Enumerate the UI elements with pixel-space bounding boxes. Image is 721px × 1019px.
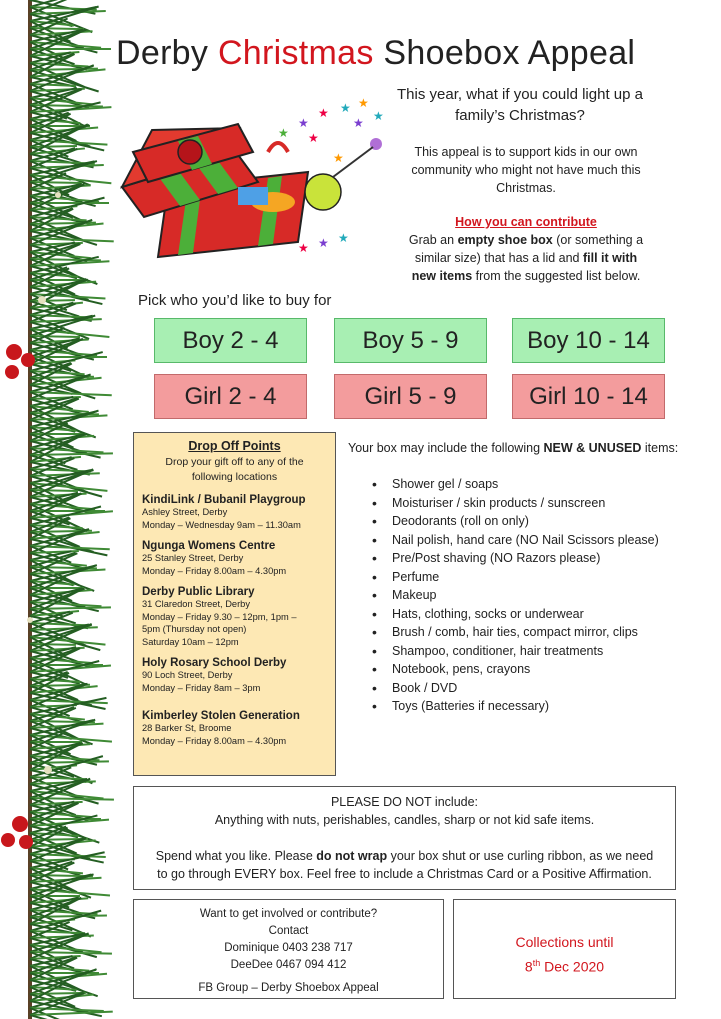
boy-2-4-button[interactable]: Boy 2 - 4: [154, 318, 307, 363]
svg-text:★: ★: [333, 151, 344, 165]
boy-5-9-button[interactable]: Boy 5 - 9: [334, 318, 487, 363]
list-item: • Pre/Post shaving (NO Razors please): [372, 549, 659, 568]
list-item: • Shampoo, conditioner, hair treatments: [372, 642, 659, 661]
svg-text:★: ★: [298, 116, 309, 130]
appeal-description: This appeal is to support kids in our own community who might not have much this Christmas.: [411, 145, 641, 195]
location-item: Ngunga Womens Centre 25 Stanley Street, Derby Monday – Friday 8.00am – 4.30pm: [142, 540, 287, 576]
svg-text:★: ★: [358, 96, 369, 110]
do-not-include-note: PLEASE DO NOT include: Anything with nuts, perishables, candles, sharp or not kid safe items. Spend what you like. Please do not wrap your box shut or use curling ribbon, as we need to go through EVERY box. Feel free to include a Christmas Card or a Positive Affirmation.: [133, 786, 676, 890]
list-item: • Brush / comb, hair ties, compact mirror, clips: [372, 623, 659, 642]
svg-text:★: ★: [278, 126, 289, 140]
gift-box-illustration: [118, 92, 390, 270]
list-item: • Moisturiser / skin products / sunscreen: [372, 494, 659, 513]
contribute-heading: How you can contribute: [455, 215, 597, 229]
svg-text:★: ★: [373, 109, 384, 123]
girl-2-4-button[interactable]: Girl 2 - 4: [154, 374, 307, 419]
list-item: • Nail polish, hand care (NO Nail Scissors please): [372, 531, 659, 550]
svg-text:★: ★: [318, 236, 329, 250]
list-item: • Deodorants (roll on only): [372, 512, 659, 531]
intro-text: This year, what if you could light up a family’s Christmas?: [397, 86, 643, 124]
page-title: Derby Christmas Shoebox Appeal: [116, 34, 636, 72]
collections-box: Collections until 8th Dec 2020: [453, 899, 676, 999]
svg-text:★: ★: [353, 116, 364, 130]
girl-5-9-button[interactable]: Girl 5 - 9: [334, 374, 487, 419]
girl-10-14-button[interactable]: Girl 10 - 14: [512, 374, 665, 419]
list-item: • Makeup: [372, 586, 659, 605]
svg-text:★: ★: [338, 231, 349, 245]
pick-label: Pick who you’d like to buy for: [138, 292, 332, 309]
svg-text:★: ★: [340, 101, 351, 115]
list-item: • Book / DVD: [372, 679, 659, 698]
list-item: • Hats, clothing, socks or underwear: [372, 605, 659, 624]
location-item: KindiLink / Bubanil Playgroup Ashley Street, Derby Monday – Wednesday 9am – 11.30am: [142, 494, 306, 530]
svg-text:★: ★: [298, 241, 309, 255]
contact-box: Want to get involved or contribute? Contact Dominique 0403 238 717 DeeDee 0467 094 412 FB Group – Derby Shoebox Appeal: [133, 899, 444, 999]
drop-off-heading: Drop Off Points: [188, 439, 281, 453]
items-list: [372, 475, 659, 716]
drop-off-points: Drop Off Points Drop your gift off to any of the following locations KindiLink / Bubanil Playgroup Ashley Street, Derby Monday – Wednesday 9am – 11.30am Ngunga Womens Centre 25 Stanley Street, Derby Monday – Friday 8.00am – 4.30pm Derby Public Library 31 Claredon Street, Derby Monday – Friday 9.30 – 12pm, 1pm – 5pm (Thursday not open) Saturday 10am – 12pm Holy Rosary School Derby 90 Loch Street, Derby Monday – Friday 8am – 3pm Kimberley Stolen Generation 28 Barker St, Broome Monday – Friday 8.00am – 4.30pm: [133, 432, 336, 776]
contribute-section: How you can contribute Grab an empty shoe box (or something a similar size) that has a lid and fill it with new items from the suggested list below.: [392, 213, 660, 285]
location-item: Derby Public Library 31 Claredon Street, Derby Monday – Friday 9.30 – 12pm, 1pm – 5pm (Thursday not open) Saturday 10am – 12pm: [142, 586, 297, 647]
items-heading: Your box may include the following NEW & UNUSED items:: [348, 441, 679, 455]
list-item: • Notebook, pens, crayons: [372, 660, 659, 679]
list-item: • Toys (Batteries if necessary): [372, 697, 659, 716]
location-item: Kimberley Stolen Generation 28 Barker St, Broome Monday – Friday 8.00am – 4.30pm: [142, 710, 300, 746]
list-item: • Shower gel / soaps: [372, 475, 659, 494]
location-item: Holy Rosary School Derby 90 Loch Street, Derby Monday – Friday 8am – 3pm: [142, 657, 287, 693]
svg-text:★: ★: [318, 106, 329, 120]
svg-text:★: ★: [308, 131, 319, 145]
boy-10-14-button[interactable]: Boy 10 - 14: [512, 318, 665, 363]
list-item: • Perfume: [372, 568, 659, 587]
pine-garland-decoration: [0, 0, 118, 1019]
